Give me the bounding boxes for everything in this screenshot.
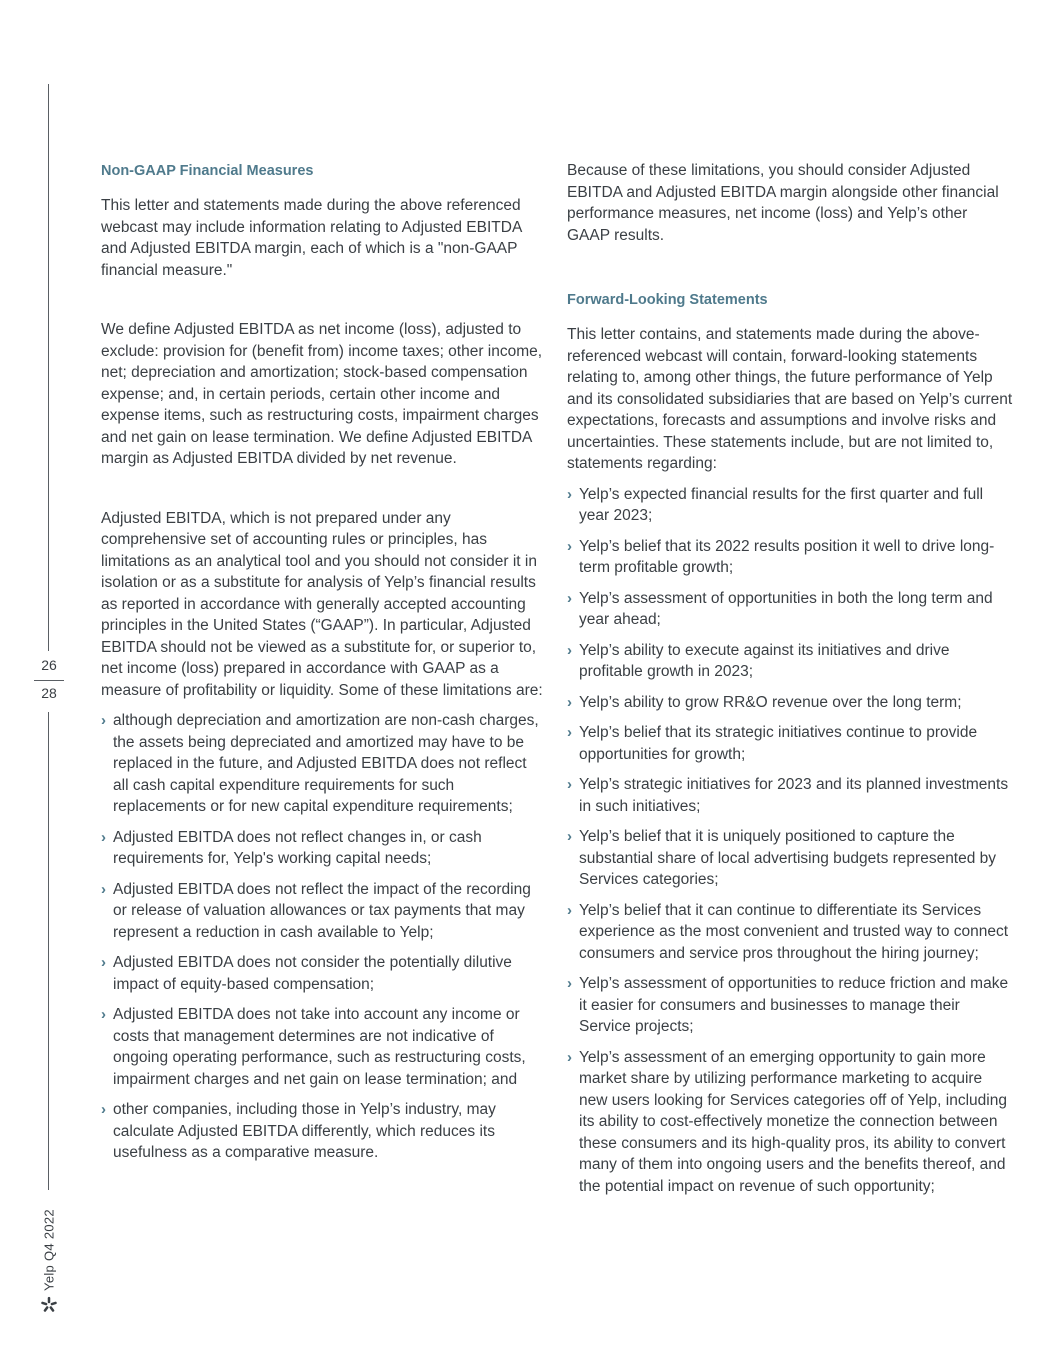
forward-looking-list [567, 484, 1013, 1198]
list-item-text: Yelp’s belief that its strategic initiatives continue to provide opportunities for growth; [579, 724, 978, 763]
list-item-text: Adjusted EBITDA does not reflect changes in, or cash requirements for, Yelp's working capital needs; [113, 828, 482, 867]
non-gaap-heading: Non-GAAP Financial Measures [101, 163, 314, 179]
list-item-text: Adjusted EBITDA does not reflect the impact of the recording or release of valuation allowances or tax payments that may represent a reduction in cash available to Yelp; [113, 880, 531, 941]
list-item-text: Yelp’s strategic initiatives for 2023 and its planned investments in such initiatives; [579, 776, 1009, 815]
chevron-right-icon: › [567, 901, 572, 919]
list-item [567, 1047, 1013, 1198]
list-item-text: Adjusted EBITDA does not take into account any income or costs that management determines are not indicative of ongoing operating performance, such as restructuring costs, impairment charges and net gain on lease termination; and [113, 1006, 526, 1088]
chevron-right-icon: › [567, 485, 572, 503]
list-item [567, 536, 1013, 579]
chevron-right-icon: › [567, 693, 572, 711]
list-item [101, 710, 543, 818]
list-item [567, 973, 1013, 1038]
list-item [567, 900, 1013, 965]
page-number-separator [34, 680, 64, 681]
list-item-text: although depreciation and amortization are non-cash charges, the assets being depreciated and amortized may have to be replaced in the future, and Adjusted EBITDA does not reflect all cash capital expenditure requirements for such replacements or for new capital expenditure requirements; [113, 712, 539, 815]
chevron-right-icon: › [567, 641, 572, 659]
list-item [567, 722, 1013, 765]
chevron-right-icon: › [101, 1006, 106, 1023]
list-item-text: Yelp’s assessment of opportunities to reduce friction and make it easier for consumers and businesses to manage their Service projects; [579, 975, 1009, 1035]
sidebar-rule-top [48, 84, 49, 651]
list-item-text: Yelp’s ability to grow RR&O revenue over the long term; [579, 693, 962, 711]
chevron-right-icon: › [567, 537, 572, 555]
list-item-text: Yelp’s belief that its 2022 results position it well to drive long-term profitable growth; [579, 537, 995, 576]
adjusted-ebitda-definition-paragraph: We define Adjusted EBITDA as net income (loss), adjusted to exclude: provision for (benefit from) income taxes; other income, net; depreciation and amortization; stock-based compensation expense; and, in certain periods, certain other income and expense items, such as restructuring costs, impairment charges and net gain on lease termination. We define Adjusted EBITDA margin as Adjusted EBITDA divided by net revenue. [101, 321, 543, 467]
limitations-conclusion-paragraph: Because of these limitations, you should consider Adjusted EBITDA and Adjusted EBITDA margin alongside other financial performance measures, net income (loss) and Yelp’s other GAAP results. [567, 162, 999, 244]
page-number-current: 26 [41, 657, 57, 673]
list-item [101, 1099, 543, 1164]
list-item-text: Yelp’s assessment of opportunities in both the long term and year ahead; [579, 589, 993, 628]
page-number-total: 28 [41, 685, 57, 701]
sidebar-rule-bottom [48, 712, 49, 1190]
chevron-right-icon: › [567, 828, 572, 845]
non-gaap-intro-paragraph: This letter and statements made during the above referenced webcast may include information relating to Adjusted EBITDA and Adjusted EBITDA margin, each of which is a "non-GAAP financial measure." [101, 197, 522, 279]
yelp-burst-icon [40, 1296, 58, 1314]
chevron-right-icon: › [101, 880, 106, 898]
adjusted-ebitda-limitations-paragraph: Adjusted EBITDA, which is not prepared under any comprehensive set of accounting rules or principles, has limitations as an analytical tool and you should not consider it in isolation or as a substitute for analysis of Yelp’s financial results as reported in accordance with generally accepted accounting principles in the United States (“GAAP”). In particular, Adjusted EBITDA should not be viewed as a substitute for, or superior to, net income (loss) prepared in accordance with GAAP as a measure of profitability or liquidity. Some of these limitations are: [101, 509, 543, 699]
list-item-text: Yelp’s belief that it can continue to differentiate its Services experience as the most convenient and trusted way to connect consumers and service pros throughout the hiring journey; [579, 901, 1009, 962]
list-item [567, 826, 1013, 891]
chevron-right-icon: › [101, 1101, 106, 1118]
limitations-list [101, 710, 543, 1164]
left-column [101, 160, 543, 1173]
brand-label: Yelp Q4 2022 [41, 1209, 57, 1291]
list-item [567, 692, 1013, 714]
list-item [567, 774, 1013, 817]
chevron-right-icon: › [567, 975, 572, 992]
list-item [567, 484, 1013, 527]
list-item-text: Yelp’s ability to execute against its initiatives and drive profitable growth in 2023; [579, 641, 950, 680]
forward-looking-heading: Forward-Looking Statements [567, 292, 768, 308]
chevron-right-icon: › [567, 1048, 572, 1066]
list-item [101, 879, 543, 944]
right-column [567, 160, 1013, 1206]
chevron-right-icon: › [101, 828, 106, 846]
list-item-text: Yelp’s assessment of an emerging opportunity to gain more market share by utilizing performance marketing to acquire new users looking for Services categories off of Yelp, including its ability to cost-effectively monetize the connection between these consumers and its high-quality pros, its ability to convert many of them into ongoing users and the benefits thereof, and the potential impact on revenue of such opportunity; [579, 1048, 1007, 1195]
chevron-right-icon: › [567, 776, 572, 793]
list-item-text: Adjusted EBITDA does not consider the potentially dilutive impact of equity-based compensation; [113, 954, 512, 993]
forward-looking-paragraph: This letter contains, and statements made during the above-referenced webcast will contain, forward-looking statements relating to, among other things, the future performance of Yelp and its consolidated subsidiaries that are based on Yelp’s current expectations, forecasts and assumptions and involve risks and uncertainties. These statements include, but are not limited to, statements regarding: [567, 326, 1013, 472]
list-item [567, 640, 1013, 683]
list-item [567, 588, 1013, 631]
list-item [101, 1004, 543, 1090]
chevron-right-icon: › [101, 712, 106, 729]
list-item [101, 952, 543, 995]
list-item-text: other companies, including those in Yelp’s industry, may calculate Adjusted EBITDA differently, which reduces its usefulness as a comparative measure. [113, 1101, 496, 1161]
list-item [101, 827, 543, 870]
chevron-right-icon: › [567, 724, 572, 741]
list-item-text: Yelp’s expected financial results for the first quarter and full year 2023; [579, 485, 984, 524]
list-item-text: Yelp’s belief that it is uniquely positioned to capture the substantial share of local advertising budgets represented by Services categories; [579, 828, 997, 888]
chevron-right-icon: › [101, 954, 106, 971]
chevron-right-icon: › [567, 589, 572, 607]
